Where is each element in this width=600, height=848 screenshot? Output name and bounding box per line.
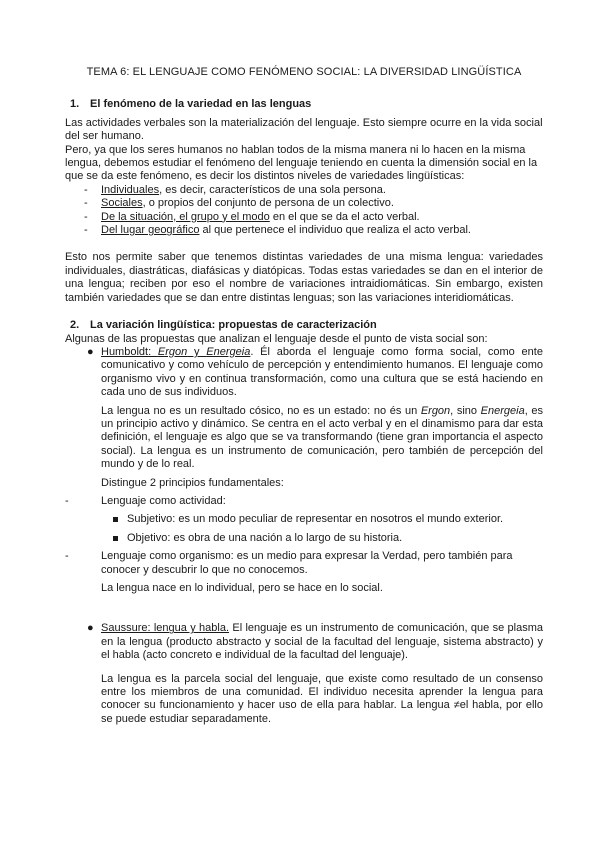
term-individuales: Individuales (101, 183, 160, 196)
section-1-title: El fenómeno de la variedad en las lenguas (90, 98, 312, 111)
humboldt-paragraph-1: Humboldt: Ergon y Energeia. Él aborda el lenguaje como forma social, como ente comunicativo y como vehículo de percepción y entendimiento humanos. El lenguaje como organismo vivo y en continua transformación, como una cultura que se está haciendo en cada uno de sus individuos. (101, 345, 543, 399)
term-lugar-geografico: Del lugar geográfico (101, 224, 200, 237)
saussure-block (65, 622, 543, 726)
variety-levels-list (65, 184, 543, 238)
saussure-paragraph-2: La lengua es la parcela social del lenguaje, que existe como resultado de un consenso entre los miembros de una comunidad. El individuo necesita aprender la lengua para conocer su funcionamiento y hacer uso de ella para hablar. La lengua ≠el habla, por ello se puede estudiar separadamente. (101, 672, 543, 725)
section-1-paragraph-3: Esto nos permite saber que tenemos distintas variedades de una misma lengua: variedades individuales, diastráticas, diafásicas y diatópicas. Todas estas variedades se dan en el interior de una lengua; reciben por eso el nombre de variaciones intraidiomáticas. Sin embargo, existen también variedades que se dan entre distintas lenguas; son las variaciones interidiomáticas. (65, 251, 543, 304)
list-item: - Sociales, o propios del conjunto de persona de un colectivo. (84, 197, 543, 210)
section-1-number: 1. (70, 98, 80, 111)
document-page (65, 66, 543, 726)
section-2-number: 2. (70, 319, 80, 332)
humboldt-block (65, 346, 543, 490)
list-item: Objetivo: es obra de una nación a lo largo de su historia. (127, 532, 543, 545)
bullet-icon: ● (87, 345, 94, 358)
square-bullet-icon (113, 517, 118, 522)
list-item: - De la situación, el grupo y el modo en el que se da el acto verbal. (84, 211, 543, 224)
section-1-paragraph-1: Las actividades verbales son la materialización del lenguaje. Esto siempre ocurre en la vida social del ser humano. (65, 116, 543, 143)
document-title: TEMA 6: EL LENGUAJE COMO FENÓMENO SOCIAL: LA DIVERSIDAD LINGÜÍSTICA (86, 66, 522, 78)
humboldt-paragraph-2: La lengua no es un resultado cósico, no es un estado: no és un Ergon, sino Energeia, es un principio activo y dinámico. Se centra en el acto verbal y en el dinamismo para dar esta definición, el lenguaje es algo que se va transformando (tiene gran importancia el aspecto social). La lengua es un instrumento de comunicación, pero también de percepción del mundo y de lo real. (101, 404, 543, 471)
humboldt-paragraph-3: Distingue 2 principios fundamentales: (101, 476, 284, 489)
humboldt-paragraph-4: La lengua nace en lo individual, pero se hace en lo social. (101, 582, 383, 594)
list-item: - Del lugar geográfico al que pertenece el individuo que realiza el acto verbal. (84, 224, 543, 237)
section-1-heading (70, 98, 543, 111)
section-2-intro: Algunas de las propuestas que analizan el lenguaje desde el punto de vista social son: (65, 332, 488, 345)
principle-activity: - Lenguaje como actividad: (65, 494, 226, 507)
square-bullet-icon (113, 536, 118, 541)
bullet-icon: ● (87, 622, 94, 635)
section-2-title: La variación lingüística: propuestas de caracterización (90, 319, 377, 332)
section-1-paragraph-2: Pero, ya que los seres humanos no hablan todos de la misma manera ni lo hacen en la misma lengua, debemos estudiar el fenómeno del lenguaje teniendo en cuenta la dimensión social en la que se da este fenómeno, es decir los distintos niveles de variedades lingüísticas: (65, 143, 538, 183)
saussure-paragraph-1: Saussure: lengua y habla. El lenguaje es un instrumento de comunicación, que se plasma en la lengua (producto abstracto y social de la facultad del lenguaje, sistema abstracto) y el habla (acto concreto e individual de la facultad del lenguaje). (101, 622, 543, 662)
activity-subtypes-list (65, 513, 543, 545)
section-2-heading (70, 319, 543, 332)
list-item: Subjetivo: es un modo peculiar de representar en nosotros el mundo exterior. (127, 513, 543, 526)
term-sociales: Sociales (101, 197, 143, 210)
term-situacion: De la situación, el grupo y el modo (101, 210, 270, 223)
list-item: - Individuales, es decir, característicos de una sola persona. (84, 184, 543, 197)
principle-organism: - Lenguaje como organismo: es un medio para expresar la Verdad, pero también para conocer y descubrir lo que no conocemos. (65, 550, 513, 576)
